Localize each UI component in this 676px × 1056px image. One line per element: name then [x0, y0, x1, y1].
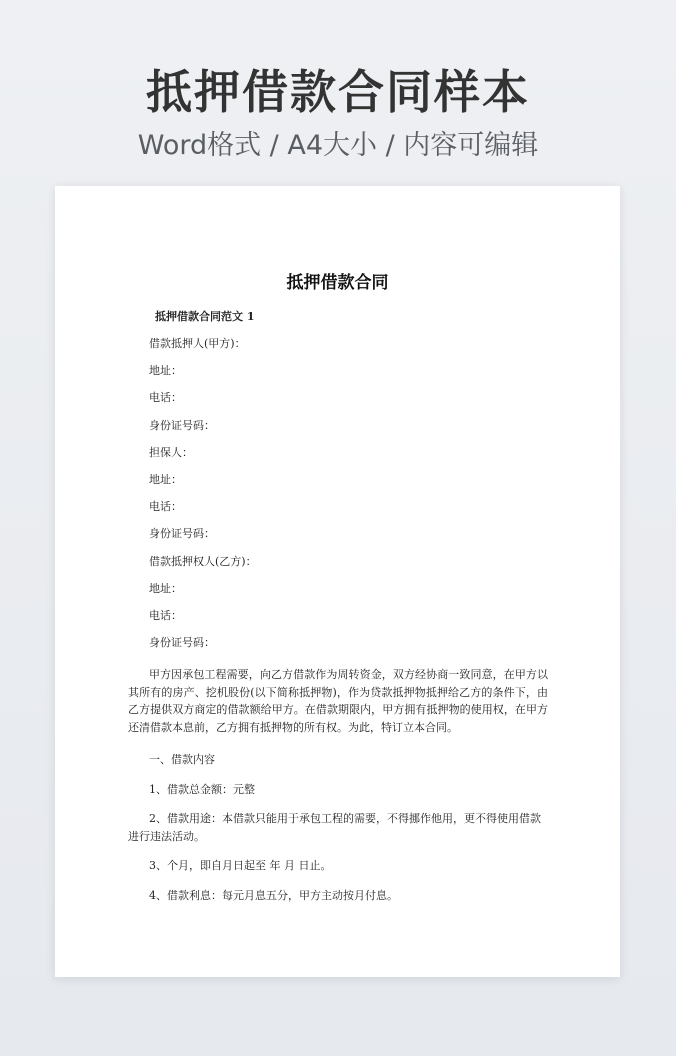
field-phone: 电话： — [149, 500, 182, 514]
document-title: 抵押借款合同 — [286, 273, 389, 293]
field-phone: 电话： — [149, 608, 182, 622]
banner — [0, 60, 676, 166]
party-field-list — [128, 335, 548, 661]
clause-3: 3、个月，即自月日起至 年 月 日止。 — [149, 859, 332, 873]
banner-title: 抵押借款合同样本 — [146, 65, 530, 119]
field-guarantor: 担保人： — [149, 445, 193, 459]
clause-4: 4、借款利息：每元月息五分，甲方主动按月付息。 — [149, 888, 398, 902]
field-address: 地址： — [149, 581, 182, 595]
field-pledgee: 借款抵押权人(乙方)： — [149, 554, 257, 568]
field-address: 地址： — [149, 472, 182, 486]
field-id-number: 身份证号码： — [149, 527, 215, 541]
document-page — [55, 186, 620, 977]
document-subheading: 抵押借款合同范文 1 — [155, 310, 255, 323]
field-id-number: 身份证号码： — [149, 418, 215, 432]
clause-2: 2、借款用途：本借款只能用于承包工程的需要，不得挪作他用，更不得使用借款进行违法活动。 — [128, 812, 541, 843]
field-id-number: 身份证号码： — [149, 636, 215, 650]
field-address: 地址： — [149, 364, 182, 378]
section-heading: 一、借款内容 — [149, 753, 215, 767]
clause-1: 1、借款总金额：元整 — [149, 782, 255, 796]
banner-subtitle: Word格式 / A4大小 / 内容可编辑 — [137, 130, 539, 161]
intro-paragraph: 甲方因承包工程需要，向乙方借款作为周转资金，双方经协商一致同意，在甲方以其所有的房产、挖机股份(以下简称抵押物)，作为贷款抵押物抵押给乙方的条件下，由乙方提供双方商定的借款额给甲方。在借款期限内，甲方拥有抵押物的使用权，在甲方还清借款本息前，乙方拥有抵押物的所有权。为此，特订立本合同。 — [128, 668, 548, 734]
document-body — [128, 308, 548, 904]
field-lender-pledgor: 借款抵押人(甲方)： — [149, 337, 246, 350]
field-phone: 电话： — [149, 391, 182, 405]
